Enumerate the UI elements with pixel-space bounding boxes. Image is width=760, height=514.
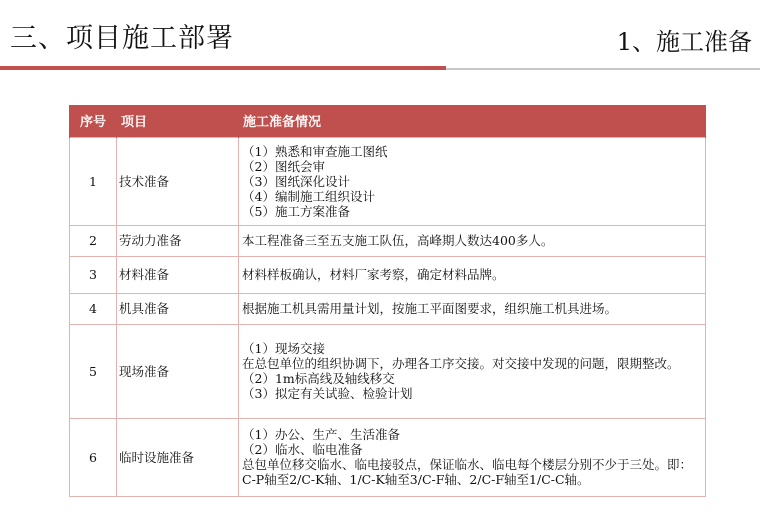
column-header-no: 序号: [70, 105, 117, 137]
detail-line: 材料样板确认，材料厂家考察，确定材料品牌。: [242, 267, 505, 282]
row-number: 3: [70, 256, 117, 293]
row-item: 机具准备: [117, 293, 239, 324]
detail-line: （1）现场交接: [242, 341, 325, 356]
detail-line: （3）图纸深化设计: [242, 173, 350, 189]
row-item: 现场准备: [117, 324, 239, 418]
detail-line: 总包单位移交临水、临电接驳点，保证临水、临电每个楼层分别不少于三处。即：C-P轴至2/C-K轴、1/C-K轴至3/C-F轴、2/C-F轴至1/C-C轴。: [242, 457, 693, 487]
table-row: [70, 418, 706, 496]
row-item: 临时设施准备: [117, 418, 239, 496]
title-divider-line: [446, 68, 760, 70]
table-row: [70, 324, 706, 418]
detail-line: （3）拟定有关试验、检验计划: [242, 386, 413, 401]
row-number: 6: [70, 418, 117, 496]
row-details: [239, 256, 706, 293]
table-header-row: [70, 105, 706, 137]
row-number: 2: [70, 225, 117, 256]
table-row: [70, 225, 706, 256]
construction-prep-table: [69, 105, 706, 497]
table-row: [70, 293, 706, 324]
row-number: 1: [70, 137, 117, 225]
detail-line: （1）办公、生产、生活准备: [242, 427, 400, 442]
table-row: [70, 137, 706, 225]
detail-line: （1）熟悉和审查施工图纸: [242, 143, 388, 159]
detail-line: （2）临水、临电准备: [242, 442, 363, 457]
row-item: 劳动力准备: [117, 225, 239, 256]
row-details: [239, 418, 706, 496]
table-row: [70, 256, 706, 293]
row-details: [239, 324, 706, 418]
detail-line: （5）施工方案准备: [242, 203, 350, 219]
row-item: 材料准备: [117, 256, 239, 293]
title-divider-accent: [0, 66, 446, 70]
row-item: 技术准备: [117, 137, 239, 225]
detail-line: 在总包单位的组织协调下，办理各工序交接。对交接中发现的问题，限期整改。: [242, 356, 680, 371]
detail-line: 本工程准备三至五支施工队伍，高峰期人数达400多人。: [242, 233, 554, 248]
detail-line: （2）1m标高线及轴线移交: [242, 371, 395, 386]
row-details: [239, 293, 706, 324]
column-header-details: 施工准备情况: [239, 105, 706, 137]
row-number: 5: [70, 324, 117, 418]
row-details: [239, 137, 706, 225]
row-number: 4: [70, 293, 117, 324]
column-header-item: 项目: [117, 105, 239, 137]
subsection-title: 1、施工准备: [616, 28, 752, 56]
row-details: [239, 225, 706, 256]
section-title: 三、项目施工部署: [10, 23, 234, 54]
detail-line: （2）图纸会审: [242, 158, 325, 174]
detail-line: （4）编制施工组织设计: [242, 188, 375, 204]
detail-line: 根据施工机具需用量计划，按施工平面图要求，组织施工机具进场。: [242, 301, 618, 316]
